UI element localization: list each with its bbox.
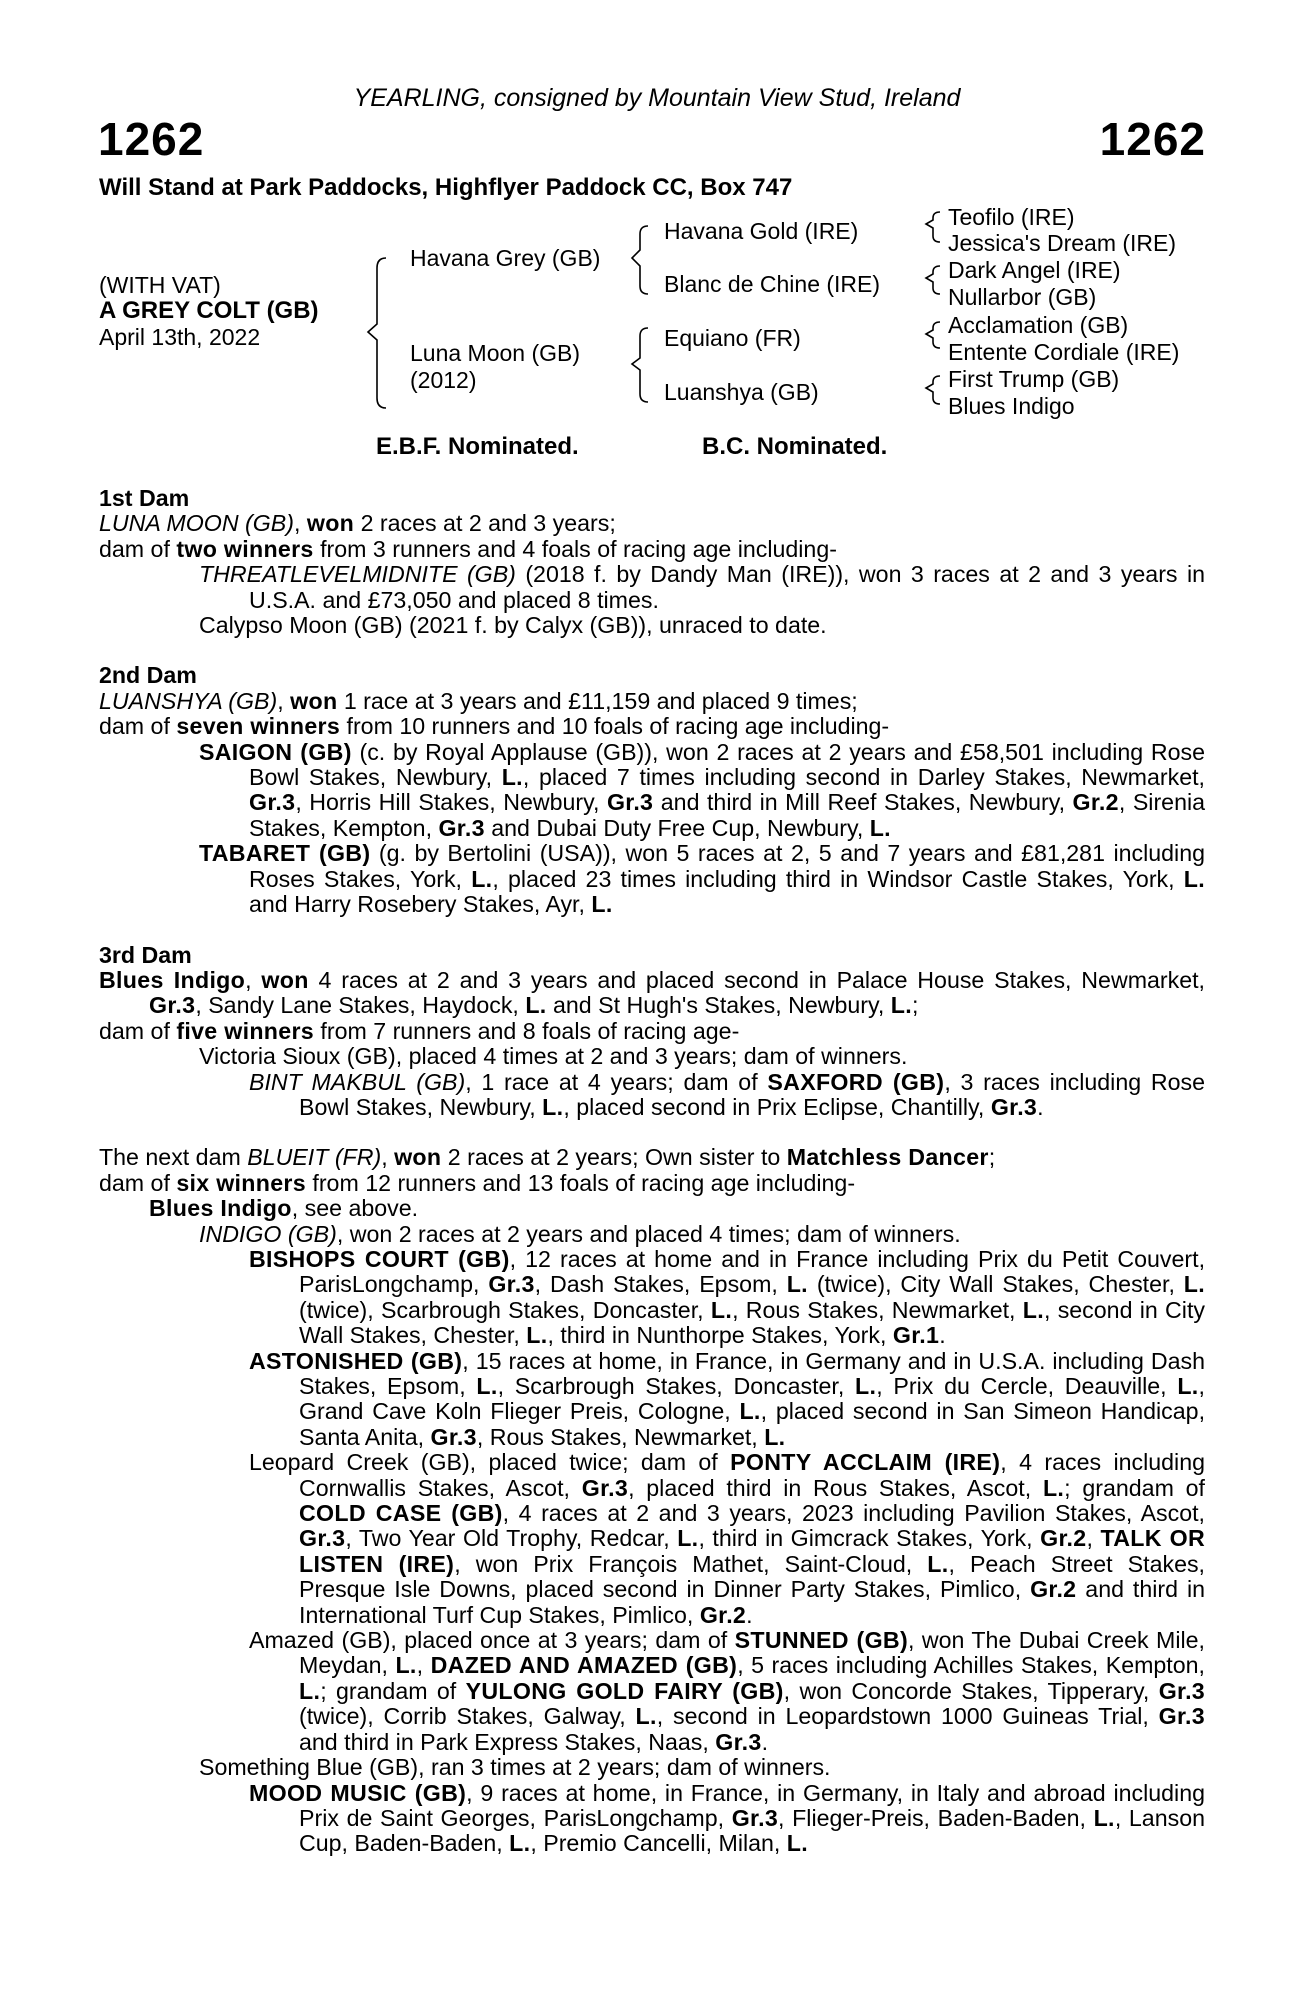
vat-note: (WITH VAT) bbox=[99, 272, 221, 298]
second-dam-produce: dam of seven winners from 10 runners and 10 foals of racing age including- bbox=[99, 713, 890, 740]
ped-gen3-5: Acclamation (GB) bbox=[948, 312, 1129, 338]
third-dam-produce: dam of five winners from 7 runners and 8 foals of racing age- bbox=[99, 1017, 740, 1044]
mood-music: MOOD MUSIC (GB), 9 races at home, in France, in Germany, in Italy and abroad including Prix de Saint Georges, ParisLongchamp, Gr.3, Flieger-Preis, Baden-Baden, L., Lanson Cup, Baden-Baden, L., Premio Cancelli, Milan, L. bbox=[249, 1779, 1205, 1857]
next-dam-blues-indigo: Blues Indigo, see above. bbox=[149, 1195, 419, 1222]
ebf-nomination: E.B.F. Nominated. bbox=[376, 433, 579, 460]
consignment-line: YEARLING, consigned by Mountain View Stud, Ireland bbox=[353, 84, 961, 112]
stand-location: Will Stand at Park Paddocks, Highflyer Paddock CC, Box 747 bbox=[99, 174, 793, 201]
subject-horse: A GREY COLT (GB) bbox=[99, 297, 319, 324]
ped-gen3-8: Blues Indigo bbox=[948, 393, 1075, 419]
ped-gen3-4: Nullarbor (GB) bbox=[948, 284, 1097, 310]
dam-sire: Equiano (FR) bbox=[664, 325, 801, 351]
ped-gen3-6: Entente Cordiale (IRE) bbox=[948, 339, 1180, 365]
second-dam-progeny-saigon: SAIGON (GB) (c. by Royal Applause (GB)), won 2 races at 2 years and £58,501 including Rose Bowl Stakes, Newbury, L., placed 7 times including second in Darley Stakes, Newmarket, Gr.3, Horris Hill Stakes, Newbury, Gr.3 and third in Mill Reef Stakes, Newbury, Gr.2, Sirenia Stakes, Kempton, Gr.3 and Dubai Duty Free Cup, Newbury, L. bbox=[199, 738, 1206, 841]
second-dam-line: LUANSHYA (GB), won 1 race at 3 years and £11,159 and placed 9 times; bbox=[99, 687, 858, 714]
sire: Havana Grey (GB) bbox=[410, 245, 601, 271]
first-dam-progeny-2: Calypso Moon (GB) (2021 f. by Calyx (GB)), unraced to date. bbox=[199, 612, 827, 639]
first-dam-heading: 1st Dam bbox=[99, 485, 190, 511]
second-dam-heading: 2nd Dam bbox=[99, 662, 197, 689]
bc-nomination: B.C. Nominated. bbox=[702, 433, 888, 460]
ped-gen3-1: Teofilo (IRE) bbox=[948, 204, 1075, 230]
first-dam-produce: dam of two winners from 3 runners and 4 foals of racing age including- bbox=[99, 535, 837, 562]
third-dam-heading: 3rd Dam bbox=[99, 941, 192, 968]
lot-number-right: 1262 bbox=[1099, 113, 1206, 165]
something-blue: Something Blue (GB), ran 3 times at 2 years; dam of winners. bbox=[199, 1754, 831, 1781]
dam-dam: Luanshya (GB) bbox=[664, 379, 819, 405]
next-dam-indigo: INDIGO (GB), won 2 races at 2 years and placed 4 times; dam of winners. bbox=[199, 1220, 961, 1247]
lot-number-left: 1262 bbox=[98, 113, 205, 165]
sire-dam: Blanc de Chine (IRE) bbox=[664, 271, 881, 297]
produce-record bbox=[99, 486, 1205, 1857]
next-dam-line: The next dam BLUEIT (FR), won 2 races at 2 years; Own sister to Matchless Dancer; bbox=[99, 1144, 996, 1171]
foaling-date: April 13th, 2022 bbox=[99, 324, 261, 350]
leopard-creek: Leopard Creek (GB), placed twice; dam of PONTY ACCLAIM (IRE), 4 races including Cornwallis Stakes, Ascot, Gr.3, placed third in Rous Stakes, Ascot, L.; grandam of COLD CASE (GB), 4 races at 2 and 3 years, 2023 including Pavilion Stakes, Ascot, Gr.3, Two Year Old Trophy, Redcar, L., third in Gimcrack Stakes, York, Gr.2, TALK OR LISTEN (IRE), won Prix François Mathet, Saint-Cloud, L., Peach Street Stakes, Presque Isle Downs, placed second in Dinner Party Stakes, Pimlico, Gr.2 and third in International Turf Cup Stakes, Pimlico, Gr.2. bbox=[249, 1449, 1205, 1628]
third-dam-line: Blues Indigo, won 4 races at 2 and 3 years and placed second in Palace House Stakes, Newmarket, Gr.3, Sandy Lane Stakes, Haydock, L. and St Hugh's Stakes, Newbury, L.; bbox=[99, 966, 1206, 1019]
first-dam-line: LUNA MOON (GB), won 2 races at 2 and 3 years; bbox=[99, 510, 616, 537]
third-dam-progeny-bint: BINT MAKBUL (GB), 1 race at 4 years; dam of SAXFORD (GB), 3 races including Rose Bowl Stakes, Newbury, L., placed second in Prix Eclipse, Chantilly, Gr.3. bbox=[249, 1068, 1205, 1120]
second-dam-progeny-tabaret: TABARET (GB) (g. by Bertolini (USA)), won 5 races at 2, 5 and 7 years and £81,281 including Roses Stakes, York, L., placed 23 times including third in Windsor Castle Stakes, York, L. and Harry Rosebery Stakes, Ayr, L. bbox=[199, 840, 1206, 918]
third-dam-progeny-victoria: Victoria Sioux (GB), placed 4 times at 2 and 3 years; dam of winners. bbox=[199, 1043, 908, 1070]
bishops-court: BISHOPS COURT (GB), 12 races at home and in France including Prix du Petit Couvert, ParisLongchamp, Gr.3, Dash Stakes, Epsom, L. (twice), City Wall Stakes, Chester, L. (twice), Scarbrough Stakes, Doncaster, L., Rous Stakes, Newmarket, L., second in City Wall Stakes, Chester, L., third in Nunthorpe Stakes, York, Gr.1. bbox=[249, 1245, 1206, 1349]
first-dam-progeny-1: THREATLEVELMIDNITE (GB) (2018 f. by Dandy Man (IRE)), won 3 races at 2 and 3 years in U.S.A. and £73,050 and placed 8 times. bbox=[199, 561, 1205, 613]
ped-gen3-3: Dark Angel (IRE) bbox=[948, 257, 1121, 283]
next-dam-produce: dam of six winners from 12 runners and 13 foals of racing age including- bbox=[99, 1169, 856, 1196]
pedigree-table bbox=[0, 200, 1314, 440]
sire-sire: Havana Gold (IRE) bbox=[664, 218, 859, 244]
amazed: Amazed (GB), placed once at 3 years; dam of STUNNED (GB), won The Dubai Creek Mile, Meydan, L., DAZED AND AMAZED (GB), 5 races including Achilles Stakes, Kempton, L.; grandam of YULONG GOLD FAIRY (GB), won Concorde Stakes, Tipperary, Gr.3 (twice), Corrib Stakes, Galway, L., second in Leopardstown 1000 Guineas Trial, Gr.3 and third in Park Express Stakes, Naas, Gr.3. bbox=[249, 1627, 1206, 1755]
astonished: ASTONISHED (GB), 15 races at home, in France, in Germany and in U.S.A. including Dash Stakes, Epsom, L., Scarbrough Stakes, Doncaster, L., Prix du Cercle, Deauville, L., Grand Cave Koln Flieger Preis, Cologne, L., placed second in San Simeon Handicap, Santa Anita, Gr.3, Rous Stakes, Newmarket, L. bbox=[249, 1347, 1206, 1450]
dam-year: (2012) bbox=[410, 367, 477, 393]
ped-gen3-7: First Trump (GB) bbox=[948, 366, 1120, 392]
ped-gen3-2: Jessica's Dream (IRE) bbox=[948, 230, 1177, 256]
dam: Luna Moon (GB) bbox=[410, 340, 581, 366]
